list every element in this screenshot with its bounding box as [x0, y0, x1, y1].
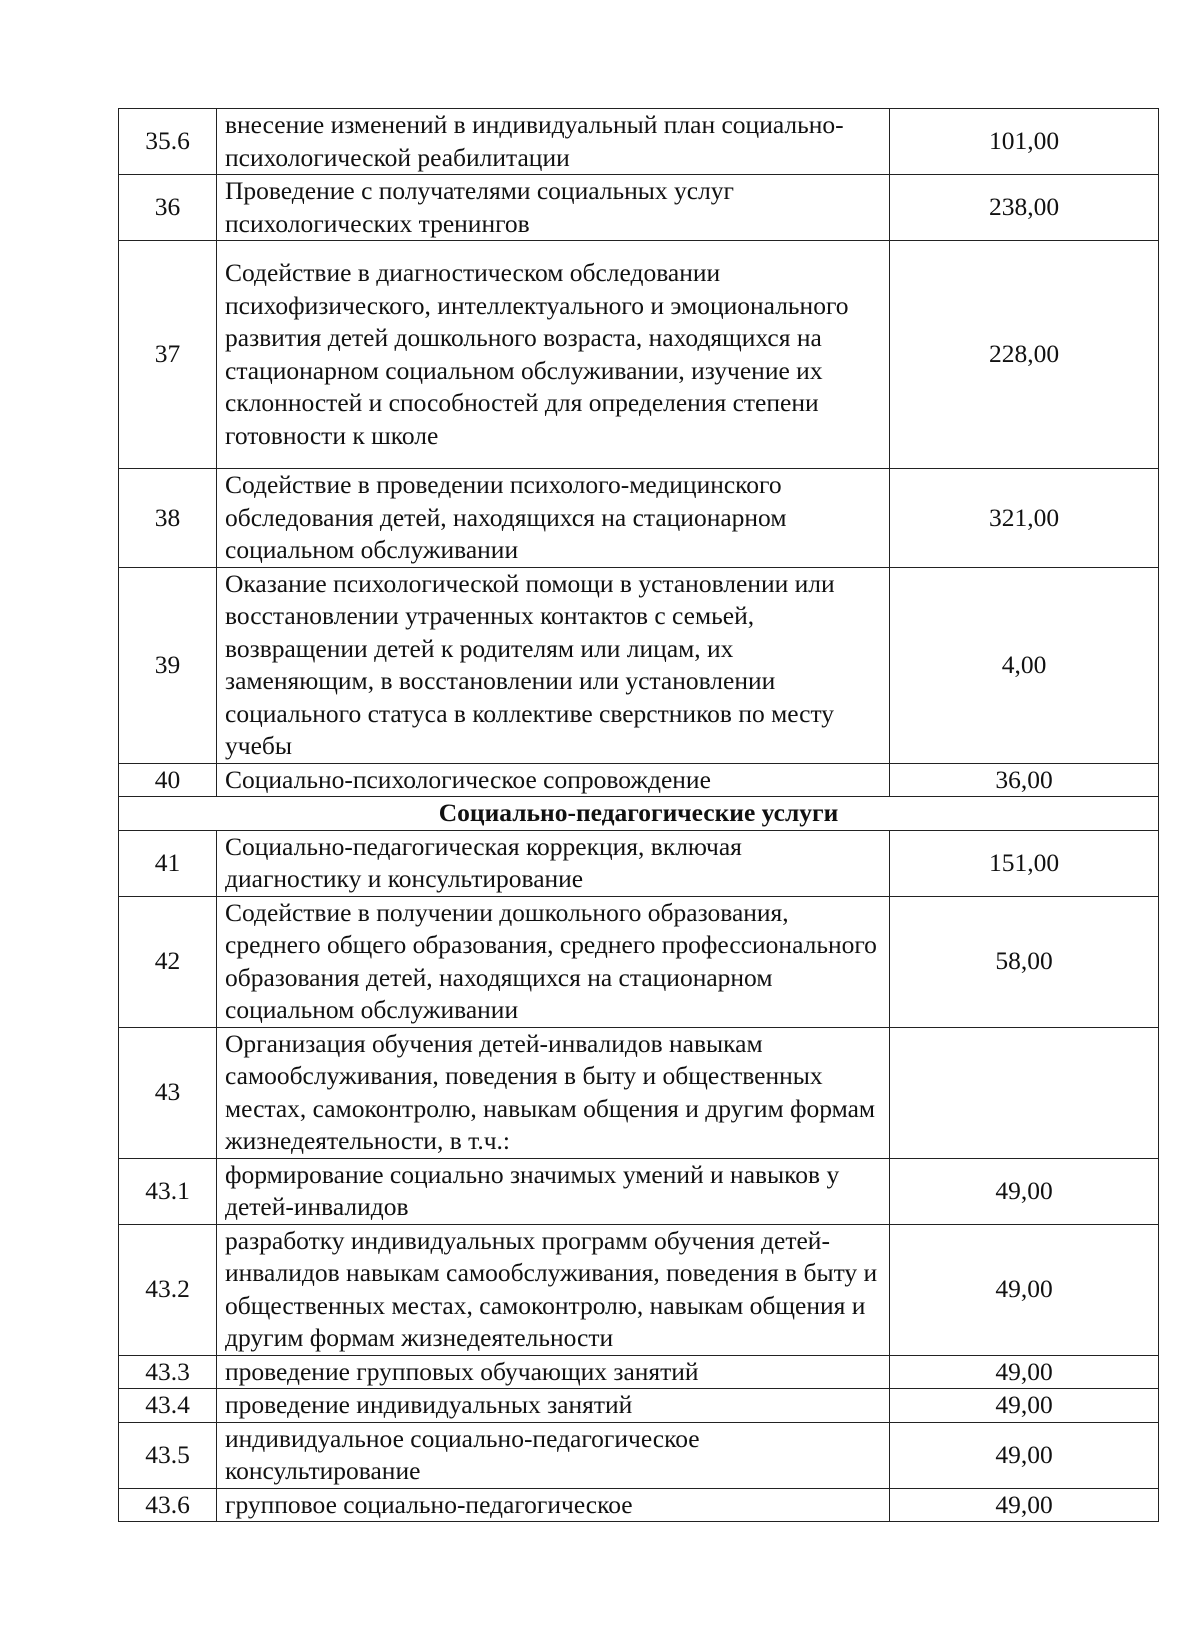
table-row — [119, 1355, 1159, 1389]
row-number: 43.6 — [119, 1488, 217, 1522]
service-price: 321,00 — [890, 469, 1159, 568]
service-description: групповое социально-педагогическое — [217, 1488, 890, 1522]
row-number: 42 — [119, 896, 217, 1027]
table-row — [119, 175, 1159, 241]
service-price: 49,00 — [890, 1355, 1159, 1389]
service-price: 49,00 — [890, 1158, 1159, 1224]
row-number: 41 — [119, 830, 217, 896]
service-description: Социально-психологическое сопровождение — [217, 763, 890, 797]
table-row — [119, 1488, 1159, 1522]
table-row — [119, 1224, 1159, 1355]
table-row — [119, 896, 1159, 1027]
service-price: 4,00 — [890, 567, 1159, 763]
row-number: 43.2 — [119, 1224, 217, 1355]
table-row — [119, 469, 1159, 568]
row-number: 40 — [119, 763, 217, 797]
section-header-row — [119, 797, 1159, 831]
service-price: 228,00 — [890, 241, 1159, 469]
service-description: разработку индивидуальных программ обучения детей-инвалидов навыкам самообслуживания, поведения в быту и общественных местах, самоконтролю, навыкам общения и другим формам жизнедеятельности — [217, 1224, 890, 1355]
row-number: 43.3 — [119, 1355, 217, 1389]
service-price: 49,00 — [890, 1224, 1159, 1355]
service-description: проведение индивидуальных занятий — [217, 1389, 890, 1423]
service-price: 238,00 — [890, 175, 1159, 241]
row-number: 43.1 — [119, 1158, 217, 1224]
service-price: 58,00 — [890, 896, 1159, 1027]
table-row — [119, 763, 1159, 797]
service-description: индивидуальное социально-педагогическое консультирование — [217, 1422, 890, 1488]
service-price: 36,00 — [890, 763, 1159, 797]
row-number: 43.5 — [119, 1422, 217, 1488]
service-price — [890, 1027, 1159, 1158]
service-price: 49,00 — [890, 1389, 1159, 1423]
service-description: Оказание психологической помощи в установлении или восстановлении утраченных контактов с семьей, возвращении детей к родителям или лицам, их заменяющим, в восстановлении или установлении социального статуса в коллективе сверстников по месту учебы — [217, 567, 890, 763]
row-number: 39 — [119, 567, 217, 763]
service-description: Социально-педагогическая коррекция, включая диагностику и консультирование — [217, 830, 890, 896]
table-row — [119, 1422, 1159, 1488]
service-description: Содействие в проведении психолого-медицинского обследования детей, находящихся на стационарном социальном обслуживании — [217, 469, 890, 568]
section-title: Социально-педагогические услуги — [119, 797, 1159, 831]
service-description: формирование социально значимых умений и навыков у детей-инвалидов — [217, 1158, 890, 1224]
document-page — [118, 108, 1158, 1522]
row-number: 36 — [119, 175, 217, 241]
service-description: внесение изменений в индивидуальный план социально-психологической реабилитации — [217, 109, 890, 175]
table-row — [119, 241, 1159, 469]
row-number: 43.4 — [119, 1389, 217, 1423]
row-number: 35.6 — [119, 109, 217, 175]
table-row — [119, 1389, 1159, 1423]
services-price-table — [118, 108, 1159, 1522]
service-description: Организация обучения детей-инвалидов навыкам самообслуживания, поведения в быту и общественных местах, самоконтролю, навыкам общения и другим формам жизнедеятельности, в т.ч.: — [217, 1027, 890, 1158]
table-row — [119, 1027, 1159, 1158]
table-row — [119, 567, 1159, 763]
table-row — [119, 109, 1159, 175]
service-description: проведение групповых обучающих занятий — [217, 1355, 890, 1389]
table-row — [119, 830, 1159, 896]
service-price: 151,00 — [890, 830, 1159, 896]
table-row — [119, 1158, 1159, 1224]
service-price: 101,00 — [890, 109, 1159, 175]
service-description: Содействие в получении дошкольного образования, среднего общего образования, среднего профессионального образования детей, находящихся на стационарном социальном обслуживании — [217, 896, 890, 1027]
service-description: Проведение с получателями социальных услуг психологических тренингов — [217, 175, 890, 241]
service-description: Содействие в диагностическом обследовании психофизического, интеллектуального и эмоционального развития детей дошкольного возраста, находящихся на стационарном социальном обслуживании, изучение их склонностей и способностей для определения степени готовности к школе — [217, 241, 890, 469]
row-number: 43 — [119, 1027, 217, 1158]
row-number: 38 — [119, 469, 217, 568]
row-number: 37 — [119, 241, 217, 469]
service-price: 49,00 — [890, 1422, 1159, 1488]
service-price: 49,00 — [890, 1488, 1159, 1522]
